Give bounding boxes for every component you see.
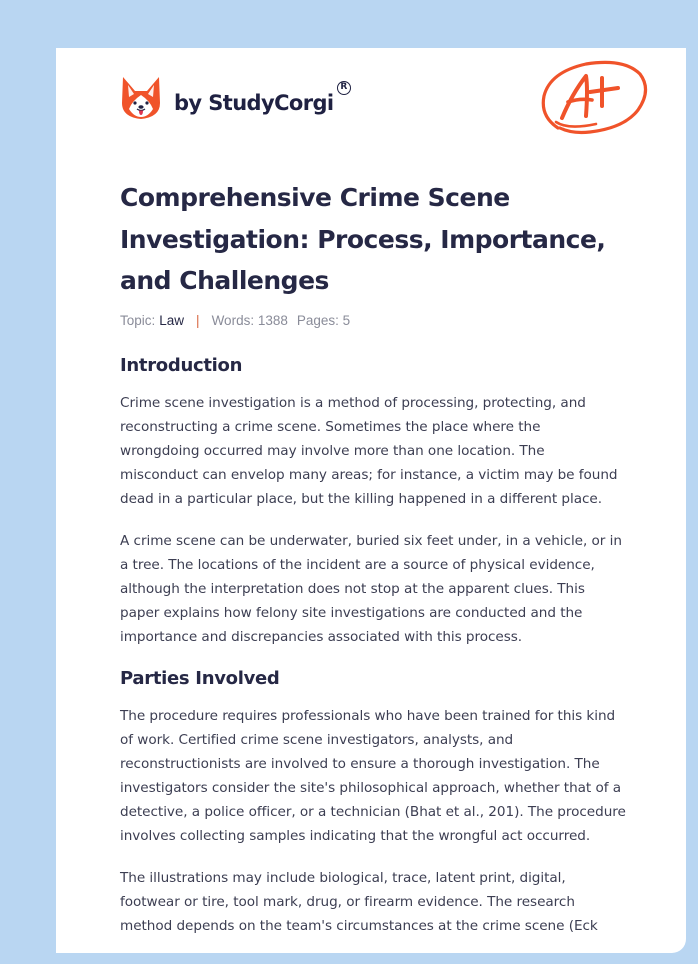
paragraph bbox=[120, 704, 640, 848]
section-heading-introduction: Introduction bbox=[120, 354, 243, 376]
paragraph-line: method depends on the team's circumstances at the crime scene (Eck bbox=[120, 917, 598, 934]
paragraph-line: wrongdoing occurred may involve more than one location. The bbox=[120, 442, 545, 459]
paragraph bbox=[120, 529, 640, 649]
word-count: Words: 1388 bbox=[211, 313, 288, 328]
paragraph-line: investigators consider the site's philosophical approach, whether that of a bbox=[120, 779, 622, 796]
paragraph-line: footwear or tire, tool mark, drug, or firearm evidence. The research bbox=[120, 893, 575, 910]
paragraph-line: dead in a particular place, but the killing happened in a different place. bbox=[120, 490, 602, 507]
logo-text: by StudyCorgi bbox=[174, 91, 334, 115]
paragraph-line: misconduct can envelop many areas; for instance, a victim may be found bbox=[120, 466, 618, 483]
paragraph-line: importance and discrepancies associated with this process. bbox=[120, 628, 523, 645]
paragraph-line: of work. Certified crime scene investigators, analysts, and bbox=[120, 731, 514, 748]
paragraph-line: a tree. The locations of the incident are a source of physical evidence, bbox=[120, 556, 595, 573]
paragraph-line: although the interpretation does not stop at the apparent clues. This bbox=[120, 580, 585, 597]
paragraph-line: reconstructionists are involved to ensure a thorough investigation. The bbox=[120, 755, 600, 772]
article-title bbox=[120, 177, 640, 302]
paragraph-line: reconstructing a crime scene. Sometimes the place where the bbox=[120, 418, 541, 435]
article-meta bbox=[120, 311, 640, 331]
studycorgi-logo[interactable] bbox=[120, 74, 347, 122]
a-plus-grade-icon bbox=[538, 58, 650, 140]
document-header bbox=[56, 48, 686, 158]
section-heading-parties-involved: Parties Involved bbox=[120, 667, 280, 689]
title-line: and Challenges bbox=[120, 266, 329, 295]
topic-label: Topic: bbox=[120, 313, 156, 328]
paragraph-line: paper explains how felony site investigations are conducted and the bbox=[120, 604, 583, 621]
paragraph bbox=[120, 866, 640, 938]
paragraph-line: A crime scene can be underwater, buried six feet under, in a vehicle, or in bbox=[120, 532, 622, 549]
article-content bbox=[120, 178, 640, 938]
logo-wordmark bbox=[174, 82, 347, 115]
document-card bbox=[56, 48, 686, 953]
topic-link[interactable]: Law bbox=[159, 313, 185, 328]
title-line: Comprehensive Crime Scene bbox=[120, 183, 510, 212]
paragraph-line: detective, a police officer, or a technician (Bhat et al., 201). The procedure bbox=[120, 803, 626, 820]
meta-separator: | bbox=[196, 313, 200, 328]
paragraph-line: The procedure requires professionals who have been trained for this kind bbox=[120, 707, 616, 724]
page-count: Pages: 5 bbox=[296, 313, 351, 328]
registered-mark-icon: R bbox=[337, 81, 351, 95]
paragraph-line: involves collecting samples indicating that the wrongful act occurred. bbox=[120, 827, 591, 844]
paragraph-line: Crime scene investigation is a method of processing, protecting, and bbox=[120, 394, 586, 411]
corgi-icon bbox=[120, 75, 162, 121]
paragraph bbox=[120, 391, 640, 511]
paragraph-line: The illustrations may include biological, trace, latent print, digital, bbox=[120, 869, 566, 886]
title-line: Investigation: Process, Importance, bbox=[120, 224, 606, 254]
